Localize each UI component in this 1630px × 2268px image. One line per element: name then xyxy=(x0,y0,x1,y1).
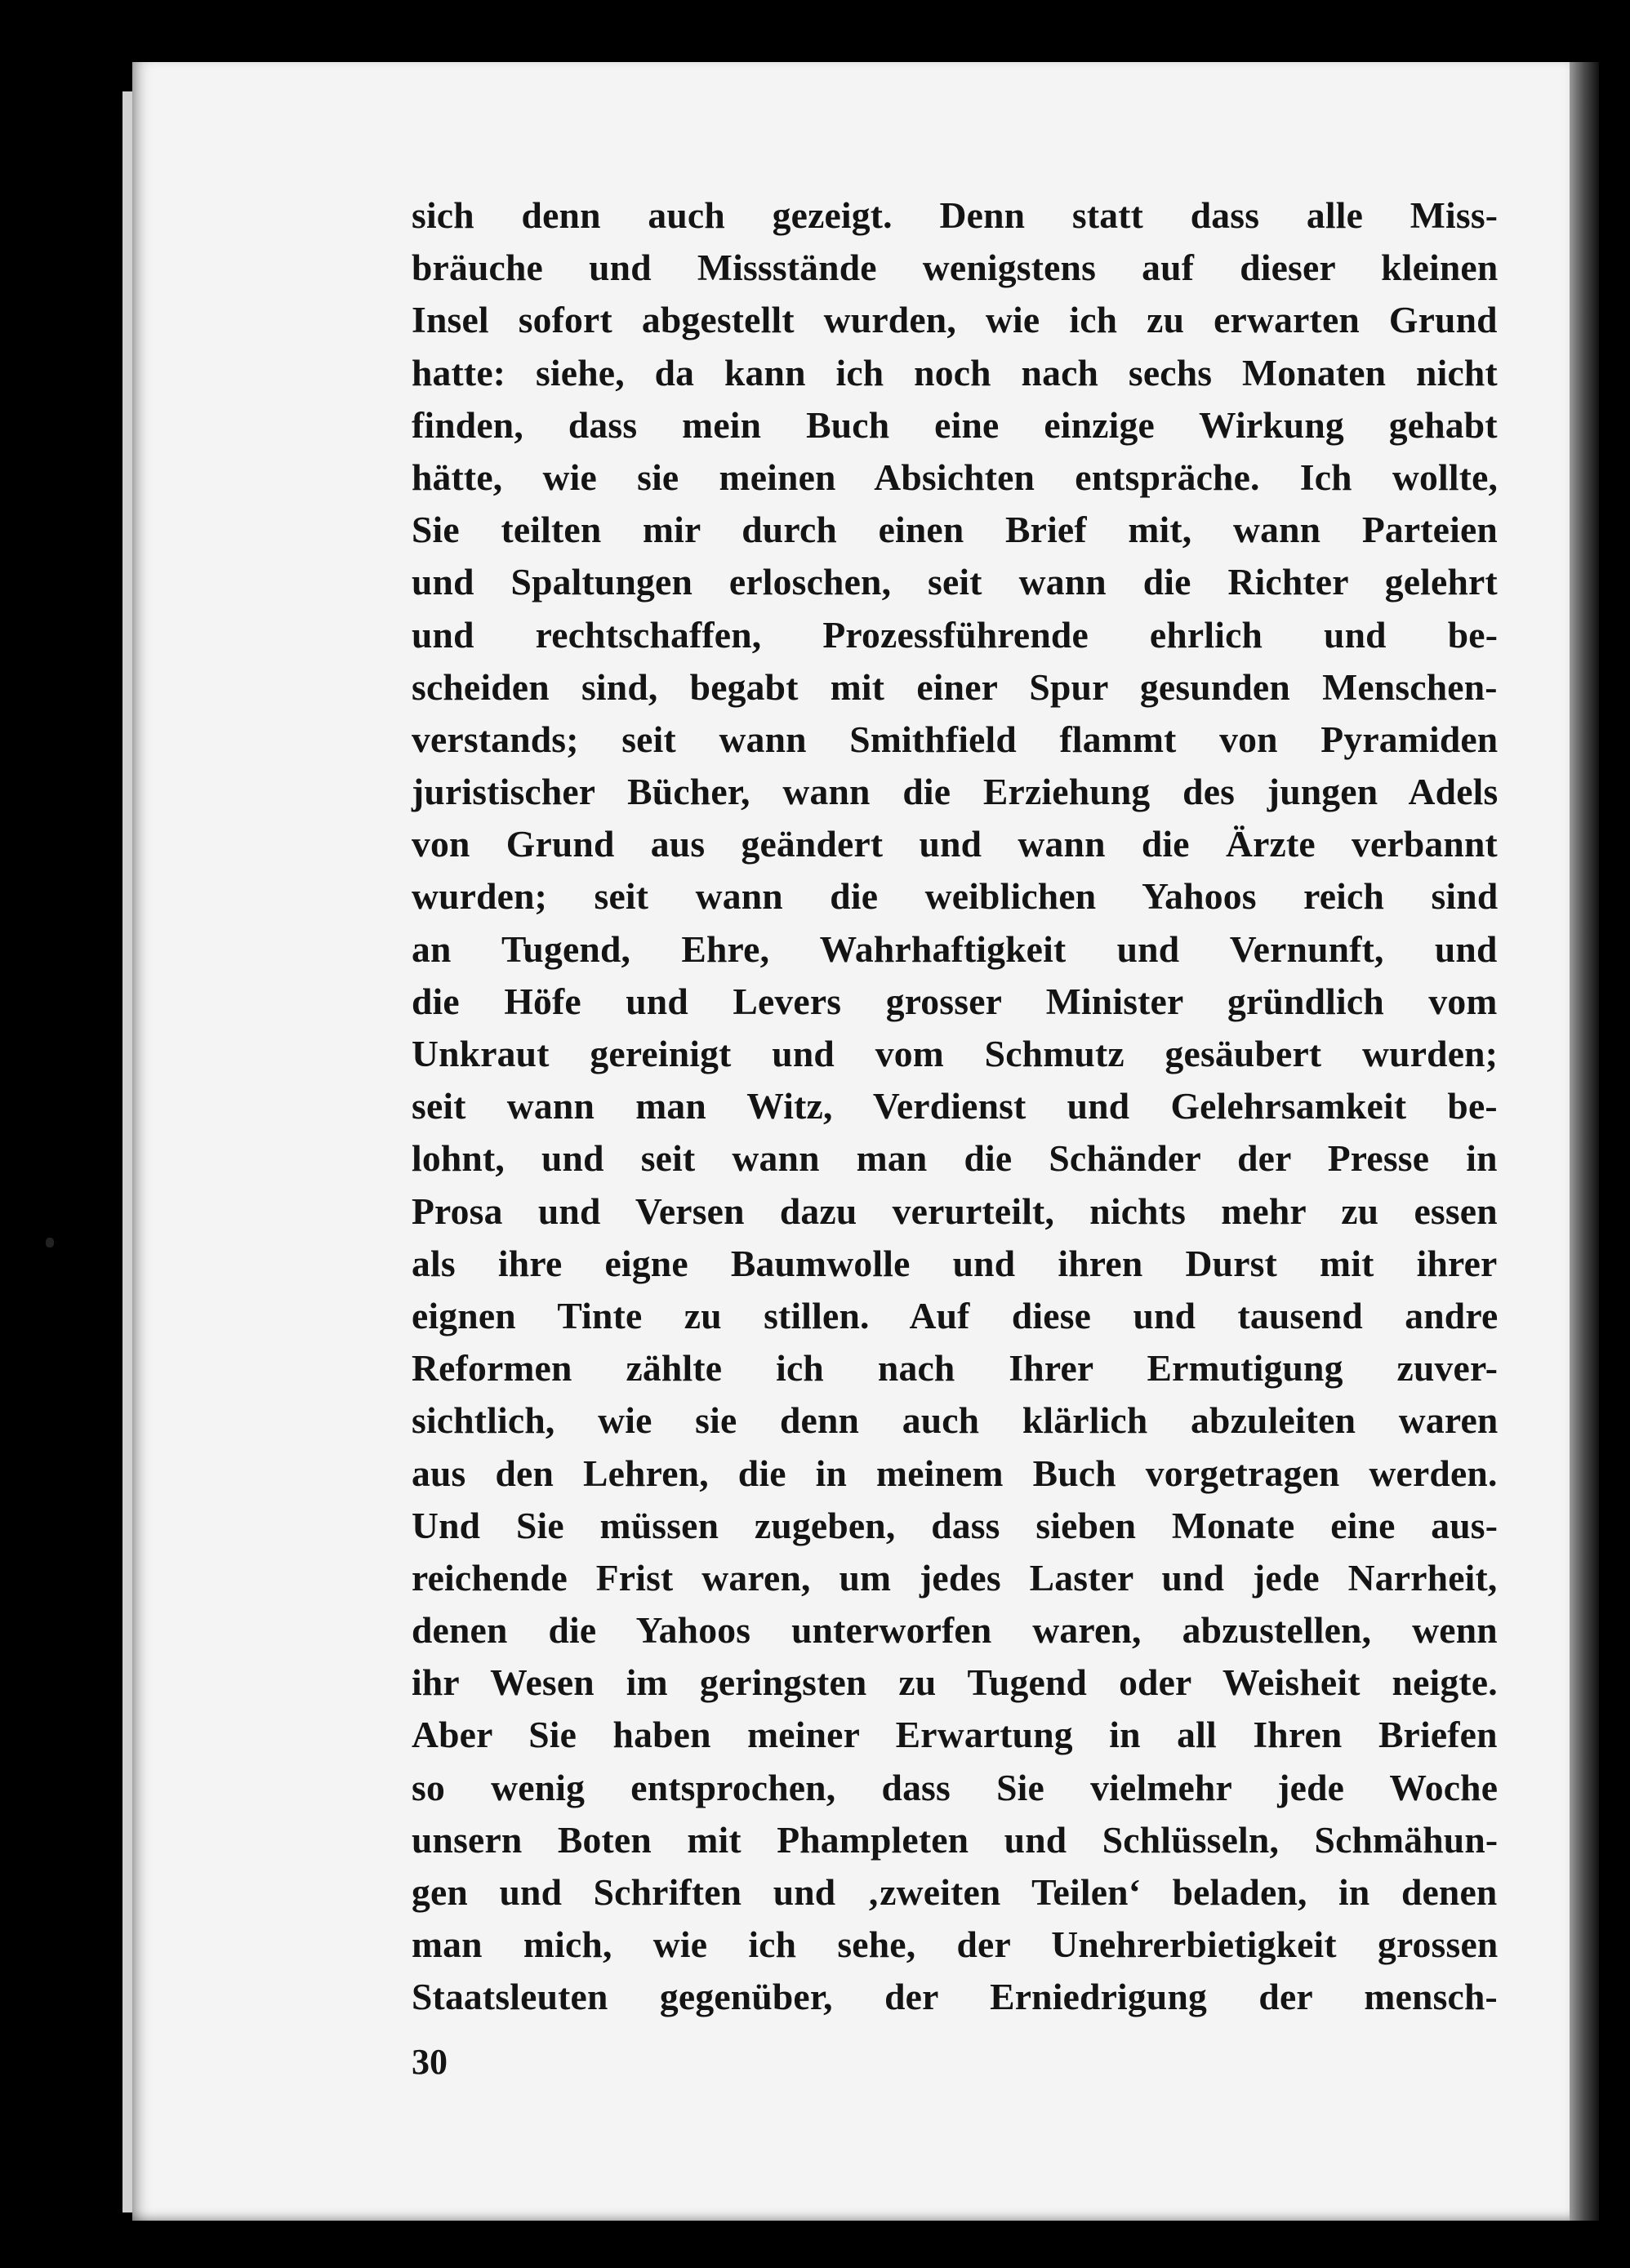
text-line: juristischer Bücher, wann die Erziehung des jungen Adels xyxy=(412,771,1499,813)
text-line: lohnt, und seit wann man die Schänder der Presse in xyxy=(412,1137,1498,1180)
page-right-shadow xyxy=(1570,62,1599,2221)
text-line: seit wann man Witz, Verdienst und Gelehrsamkeit be- xyxy=(412,1085,1498,1127)
text-line: bräuche und Missstände wenigstens auf dieser kleinen xyxy=(412,247,1499,289)
text-line: unsern Boten mit Phampleten und Schlüsseln, Schmähun- xyxy=(412,1818,1499,1861)
text-line: Reformen zählte ich nach Ihrer Ermutigung zuver- xyxy=(412,1347,1499,1390)
text-line: wurden; seit wann die weiblichen Yahoos reich sind xyxy=(412,875,1499,918)
text-line: sich denn auch gezeigt. Denn statt dass alle Miss- xyxy=(412,194,1499,236)
text-line: verstands; seit wann Smithfield flammt von Pyramiden xyxy=(412,718,1499,760)
page-number: 30 xyxy=(412,2042,448,2082)
text-line: aus den Lehren, die in meinem Buch vorgetragen werden. xyxy=(412,1452,1498,1494)
text-line: man mich, wie ich sehe, der Unehrerbietigkeit grossen xyxy=(412,1923,1499,1966)
text-line: hätte, wie sie meinen Absichten entspräche. Ich wollte, xyxy=(412,456,1499,498)
text-line: hatte: siehe, da kann ich noch nach sechs Monaten nicht xyxy=(412,351,1498,394)
text-line: Sie teilten mir durch einen Brief mit, wann Parteien xyxy=(412,509,1498,551)
text-line: und rechtschaffen, Prozessführende ehrlich und be- xyxy=(412,613,1499,656)
text-line: sichtlich, wie sie denn auch klärlich abzuleiten waren xyxy=(412,1399,1499,1442)
text-line: die Höfe und Levers grosser Minister gründlich vom xyxy=(412,980,1498,1022)
text-line: finden, dass mein Buch eine einzige Wirkung gehabt xyxy=(412,403,1498,446)
text-line: als ihre eigne Baumwolle und ihren Durst mit ihrer xyxy=(412,1242,1498,1284)
text-line: von Grund aus geändert und wann die Ärzte verbannt xyxy=(412,823,1498,865)
text-line: Insel sofort abgestellt wurden, wie ich zu erwarten Grund xyxy=(412,299,1498,341)
text-line: Prosa und Versen dazu verurteilt, nichts mehr zu essen xyxy=(412,1190,1498,1232)
text-line: Staatsleuten gegenüber, der Erniedrigung der mensch- xyxy=(412,1976,1498,2018)
text-line: gen und Schriften und ‚zweiten Teilen‘ beladen, in denen xyxy=(412,1871,1498,1913)
scan-speck xyxy=(46,1238,54,1247)
text-line: Aber Sie haben meiner Erwartung in all Ihren Briefen xyxy=(412,1714,1498,1756)
text-line: eignen Tinte zu stillen. Auf diese und tausend andre xyxy=(412,1294,1499,1336)
text-line: und Spaltungen erloschen, seit wann die Richter gelehrt xyxy=(412,561,1498,603)
text-line: denen die Yahoos unterworfen waren, abzustellen, wenn xyxy=(412,1609,1498,1652)
text-line: so wenig entsprochen, dass Sie vielmehr jede Woche xyxy=(412,1766,1499,1808)
body-text xyxy=(412,189,1498,2024)
text-line: ihr Wesen im geringsten zu Tugend oder Weisheit neigte. xyxy=(412,1661,1498,1704)
text-line: reichende Frist waren, um jedes Laster und jede Narrheit, xyxy=(412,1556,1498,1599)
text-line: Unkraut gereinigt und vom Schmutz gesäubert wurden; xyxy=(412,1033,1499,1074)
text-line: an Tugend, Ehre, Wahrhaftigkeit und Vernunft, und xyxy=(412,927,1498,970)
text-line: Und Sie müssen zugeben, dass sieben Monate eine aus- xyxy=(412,1504,1499,1546)
text-line: scheiden sind, begabt mit einer Spur gesunden Menschen- xyxy=(412,665,1498,708)
